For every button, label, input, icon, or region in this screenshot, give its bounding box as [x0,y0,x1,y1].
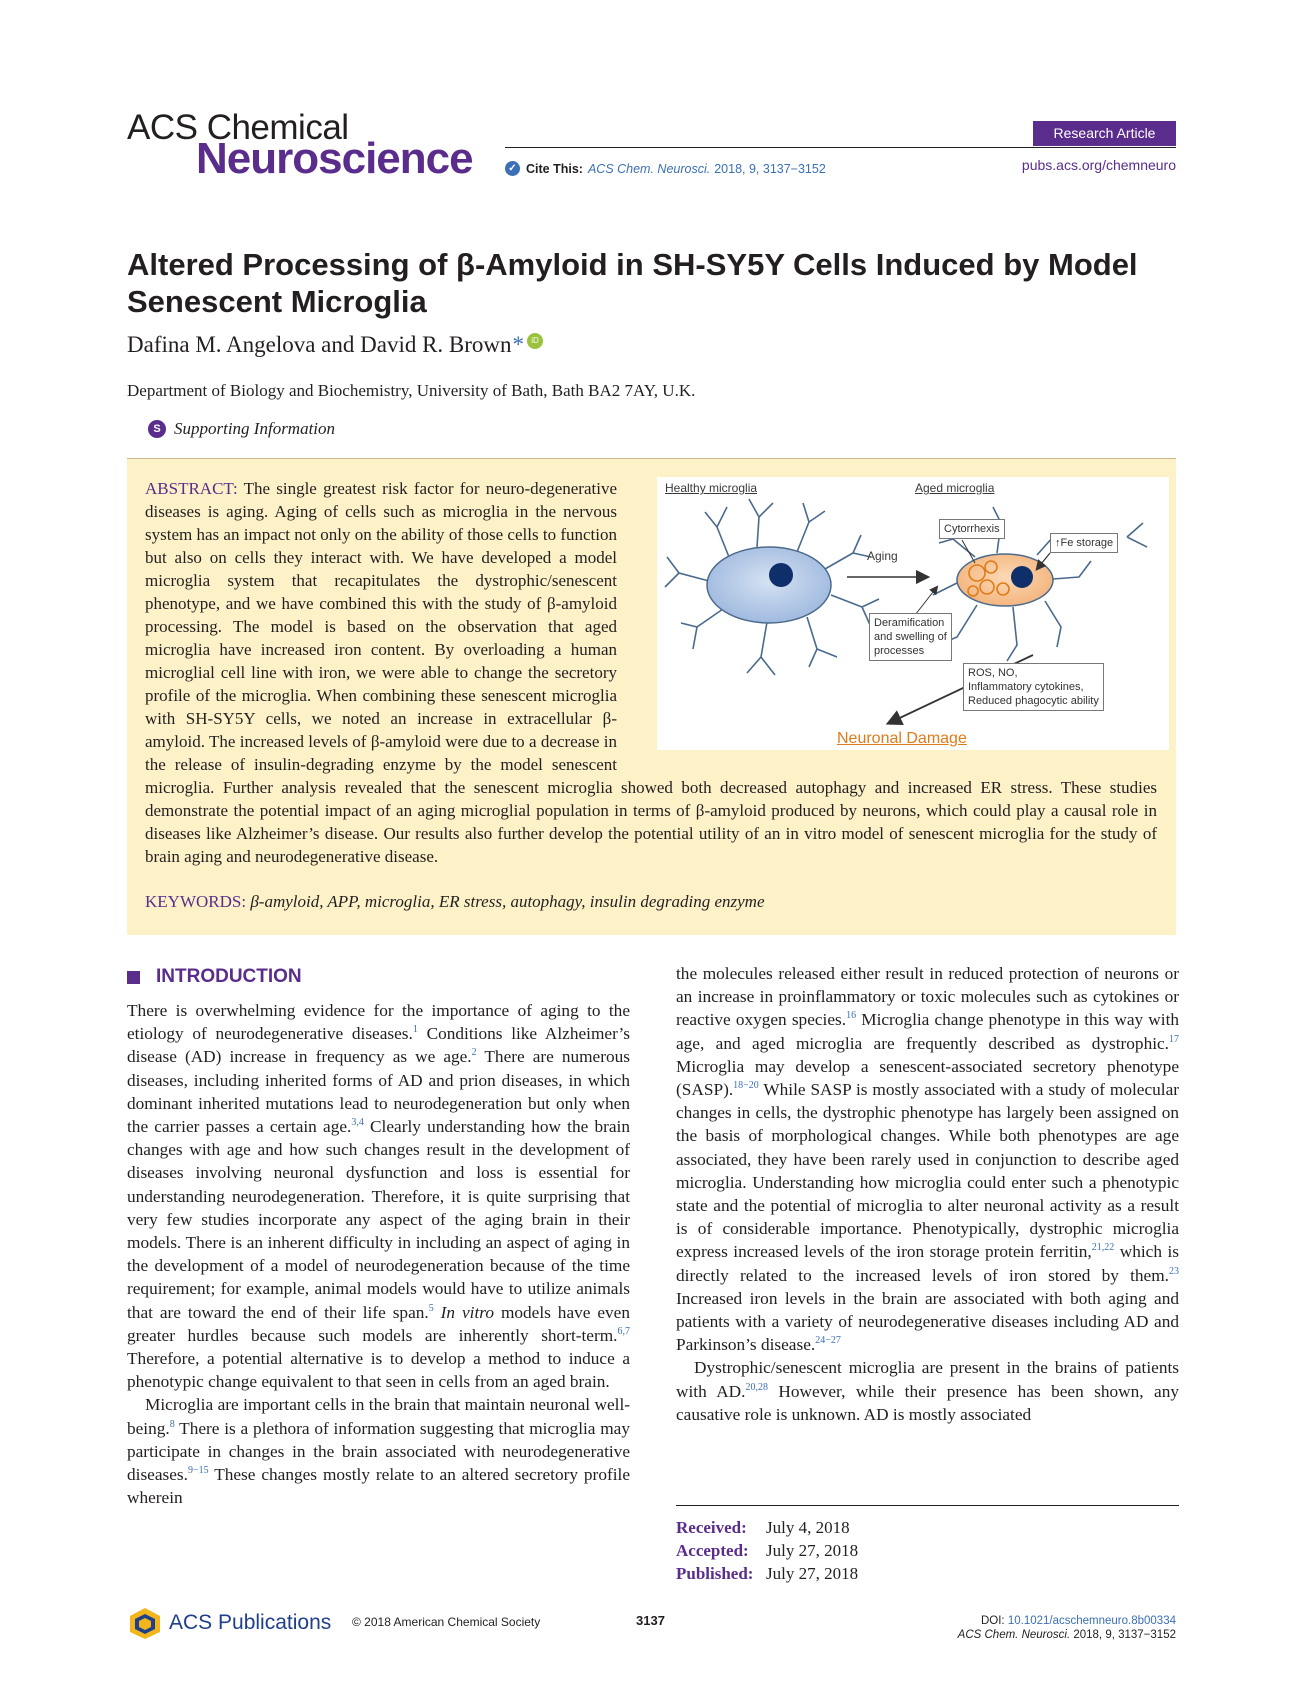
check-icon: ✓ [505,161,520,176]
cite-this[interactable] [505,161,826,176]
ref-link[interactable]: 17 [1169,1033,1179,1045]
section-square-icon [127,971,140,984]
toc-deram-line-2: and swelling of [874,631,947,643]
published-row: Published: July 27, 2018 [676,1564,859,1583]
journal-logo-main: Neuroscience [196,134,473,183]
supporting-information-link[interactable] [148,419,335,439]
ref-link[interactable]: 20,28 [745,1381,768,1393]
introduction-heading [127,966,302,988]
masthead-rule [505,147,1176,148]
toc-neuronal-damage-label: Neuronal Damage [837,730,967,747]
toc-healthy-label: Healthy microglia [665,481,758,495]
toc-aged-label: Aged microglia [915,481,995,495]
toc-ros-line-3: Reduced phagocytic ability [968,695,1099,707]
aged-nucleus [1011,566,1033,588]
body-column-left [127,999,630,1509]
affiliation: Department of Biology and Biochemistry, University of Bath, Bath BA2 7AY, U.K. [127,381,696,400]
footer-journal: ACS Chem. Neurosci. [957,1629,1071,1641]
ref-link[interactable]: 23 [1169,1265,1179,1277]
body-column-right [676,962,1179,1426]
aged-cell-body [957,554,1053,606]
toc-fe-box [1050,533,1118,553]
intro-paragraph-4: Dystrophic/senescent microglia are present in the brains of patients with AD.$^{20,28}$ However, while their presence has been shown, any causative role is unknown. AD is mostly associated [676,1358,1179,1424]
toc-deram-line-1: Deramification [874,617,945,629]
supporting-information-label: Supporting Information [174,419,336,438]
toc-cytorrhexis-box [939,519,1005,539]
toc-ros-line-1: ROS, NO, [968,667,1018,679]
dates-rule [676,1505,1179,1506]
toc-aging-label: Aging [867,549,898,563]
cite-journal: ACS Chem. Neurosci. [587,161,711,176]
ref-link[interactable]: 24−27 [815,1335,841,1347]
toc-deramification-box [869,613,952,661]
cite-details: 2018, 9, 3137−3152 [714,161,826,176]
ref-link[interactable]: 8 [169,1418,175,1430]
keywords-list: β-amyloid, APP, microglia, ER stress, autophagy, insulin degrading enzyme [250,892,765,911]
article-type-badge: Research Article [1033,121,1176,146]
abstract-body: The single greatest risk factor for neuro-degenerative diseases is aging. Aging of cells such as microglia in the nervous system has an impact not only on the ability of those cells to function but also on cells they interact with. We have developed a model microglia system that recapitulates the dystrophic/senescent phenotype, and we have combined this with the study of β-amyloid processing. The model is based on the observation that aged microglia have increased iron content. By overloading a human microglial cell line with iron, we were able to change the secretory profile of the microglia. When combining these senescent microglia with SH-SY5Y cells, we noted an increase in extracellular β-amyloid. The increased levels of β-amyloid were due to a decrease in the release of insulin-degrading enzyme by the model senescent microglia. Further analysis revealed that the senescent microglia showed both decreased autophagy and increased ER stress. These studies demonstrate the potential impact of an aging microglial population in terms of β-amyloid produced by neurons, which could play a causal role in diseases like Alzheimer’s disease. Our results also further develop the potential utility of an in vitro model of senescent microglia for the study of brain aging and neurodegenerative disease. [145,479,1157,866]
deram-pointer [915,587,937,615]
acs-publications-text: ACS Publications [169,1611,332,1634]
intro-paragraph-2: Microglia are important cells in the brain that maintain neuronal well-being.$^8$ There is a plethora of information suggesting that microglia may participate in changes in the brain associated with neurodegenerative diseases.$^{9-15}$ These changes mostly relate to an altered secretory profile wherein [127,1395,630,1508]
ref-link[interactable]: 21,22 [1091,1242,1115,1254]
page-number: 3137 [636,1613,665,1628]
article-dates [676,1516,858,1585]
ref-link[interactable]: 1 [412,1024,418,1036]
corresponding-author-star[interactable]: * [512,332,525,357]
cite-label: Cite This: [526,161,583,176]
intro-paragraph-1: There is overwhelming evidence for the importance of aging to the etiology of neurodegenerative diseases.$^1$ Conditions like Alzheimer’s disease (AD) increase in frequency as we age.$^2$ There are numerous diseases, including inherited forms of AD and prion diseases, in which dominant inherited mutations lead to neurodegeneration but only when the carrier passes a certain age.$^{3,4}$ Clearly understanding how the brain changes with age and how such changes result in the development of diseases involving neuronal dysfunction and loss is essential for understanding neurodegeneration. Therefore, it is quite surprising that very few studies incorporate any aspect of the aging brain in their models. There is an inherent difficulty in including an aspect of aging in the development of a model of neurodegeneration because of the time requirement; for example, animal models would have to utilize animals that are toward the end of their life span.$^5$ In vitro models have even greater hurdles because such models are inherently short-term.$^{6,7}$ Therefore, a potential alternative is to develop a method to induce a phenotypic change equivalent to that seen in cells from an aged brain. [127,1001,630,1392]
toc-graphic [657,477,1169,750]
abstract-label: ABSTRACT: [145,479,238,498]
journal-logo-top: ACS Chemical [127,108,349,147]
doi-link[interactable]: 10.1021/acschemneuro.8b00334 [1007,1615,1176,1627]
acs-hexagon-icon [127,1606,163,1640]
orcid-icon[interactable]: iD [527,333,543,349]
healthy-cell-body [707,547,831,623]
keywords-label: KEYWORDS: [145,892,247,911]
footer-doi-block [958,1614,1176,1642]
author-list [127,332,543,358]
received-row: Received: July 4, 2018 [676,1518,850,1537]
healthy-nucleus [769,563,793,587]
intro-paragraph-3: the molecules released either result in reduced protection of neurons or an increase in proinflammatory or toxic molecules such as cytokines or reactive oxygen species.$^{16}$ Microglia change phenotype in this way with age, and aged microglia are frequently described as dystrophic.$^{17}$ Microglia may develop a senescent-associated secretory phenotype (SASP).$^{18-20}$ While SASP is mostly associated with a study of molecular changes in cells, the dystrophic phenotype has largely been assigned on the basis of morphological changes. While both phenotypes are age associated, they have been rarely used in conjunction to describe aged microglia. Understanding how microglia could enter such a phenotypic state and the potential of microglia to alter neuronal activity as a result is of considerable importance. Phenotypically, dystrophic microglia express increased levels of the iron storage protein ferritin,$^{21,22}$ which is directly related to the increased levels of iron stored by them.$^{23}$ Increased iron levels in the brain are associated with both aging and patients with a variety of neurodegenerative diseases including AD and Parkinson’s disease.$^{24-27}$ [676,964,1180,1355]
ref-link[interactable]: 18−20 [733,1080,759,1092]
ref-link[interactable]: 6,7 [617,1325,630,1337]
introduction-heading-text: INTRODUCTION [156,966,302,987]
article-title: Altered Processing of β-Amyloid in SH-SY5Y Cells Induced by Model Senescent Microglia [127,247,1138,319]
footer-journal-details: 2018, 9, 3137−3152 [1073,1629,1176,1641]
doi-label: DOI: [980,1615,1008,1627]
toc-fe-label: ↑Fe storage [1055,537,1114,549]
journal-url-link[interactable]: pubs.acs.org/chemneuro [1021,157,1176,173]
acs-publications-logo[interactable] [127,1606,331,1640]
accepted-row: Accepted: July 27, 2018 [676,1541,859,1560]
toc-ros-line-2: Inflammatory cytokines, [968,681,1084,693]
toc-ros-box [963,663,1104,711]
abstract-box [127,458,1176,935]
ref-link[interactable]: 9−15 [187,1465,209,1477]
toc-deram-line-3: processes [874,645,925,657]
ref-link[interactable]: 16 [846,1010,857,1022]
toc-cytorrhexis-label: Cytorrhexis [944,523,1000,535]
copyright: © 2018 American Chemical Society [352,1615,541,1629]
ref-link[interactable]: 5 [428,1302,434,1314]
author-names[interactable]: Dafina M. Angelova and David R. Brown [127,332,512,357]
cytorrhexis-pointer [962,540,975,563]
supporting-info-icon: S [148,420,166,438]
keywords [145,892,765,912]
ref-link[interactable]: 3,4 [351,1117,364,1129]
ref-link[interactable]: 2 [471,1047,477,1059]
